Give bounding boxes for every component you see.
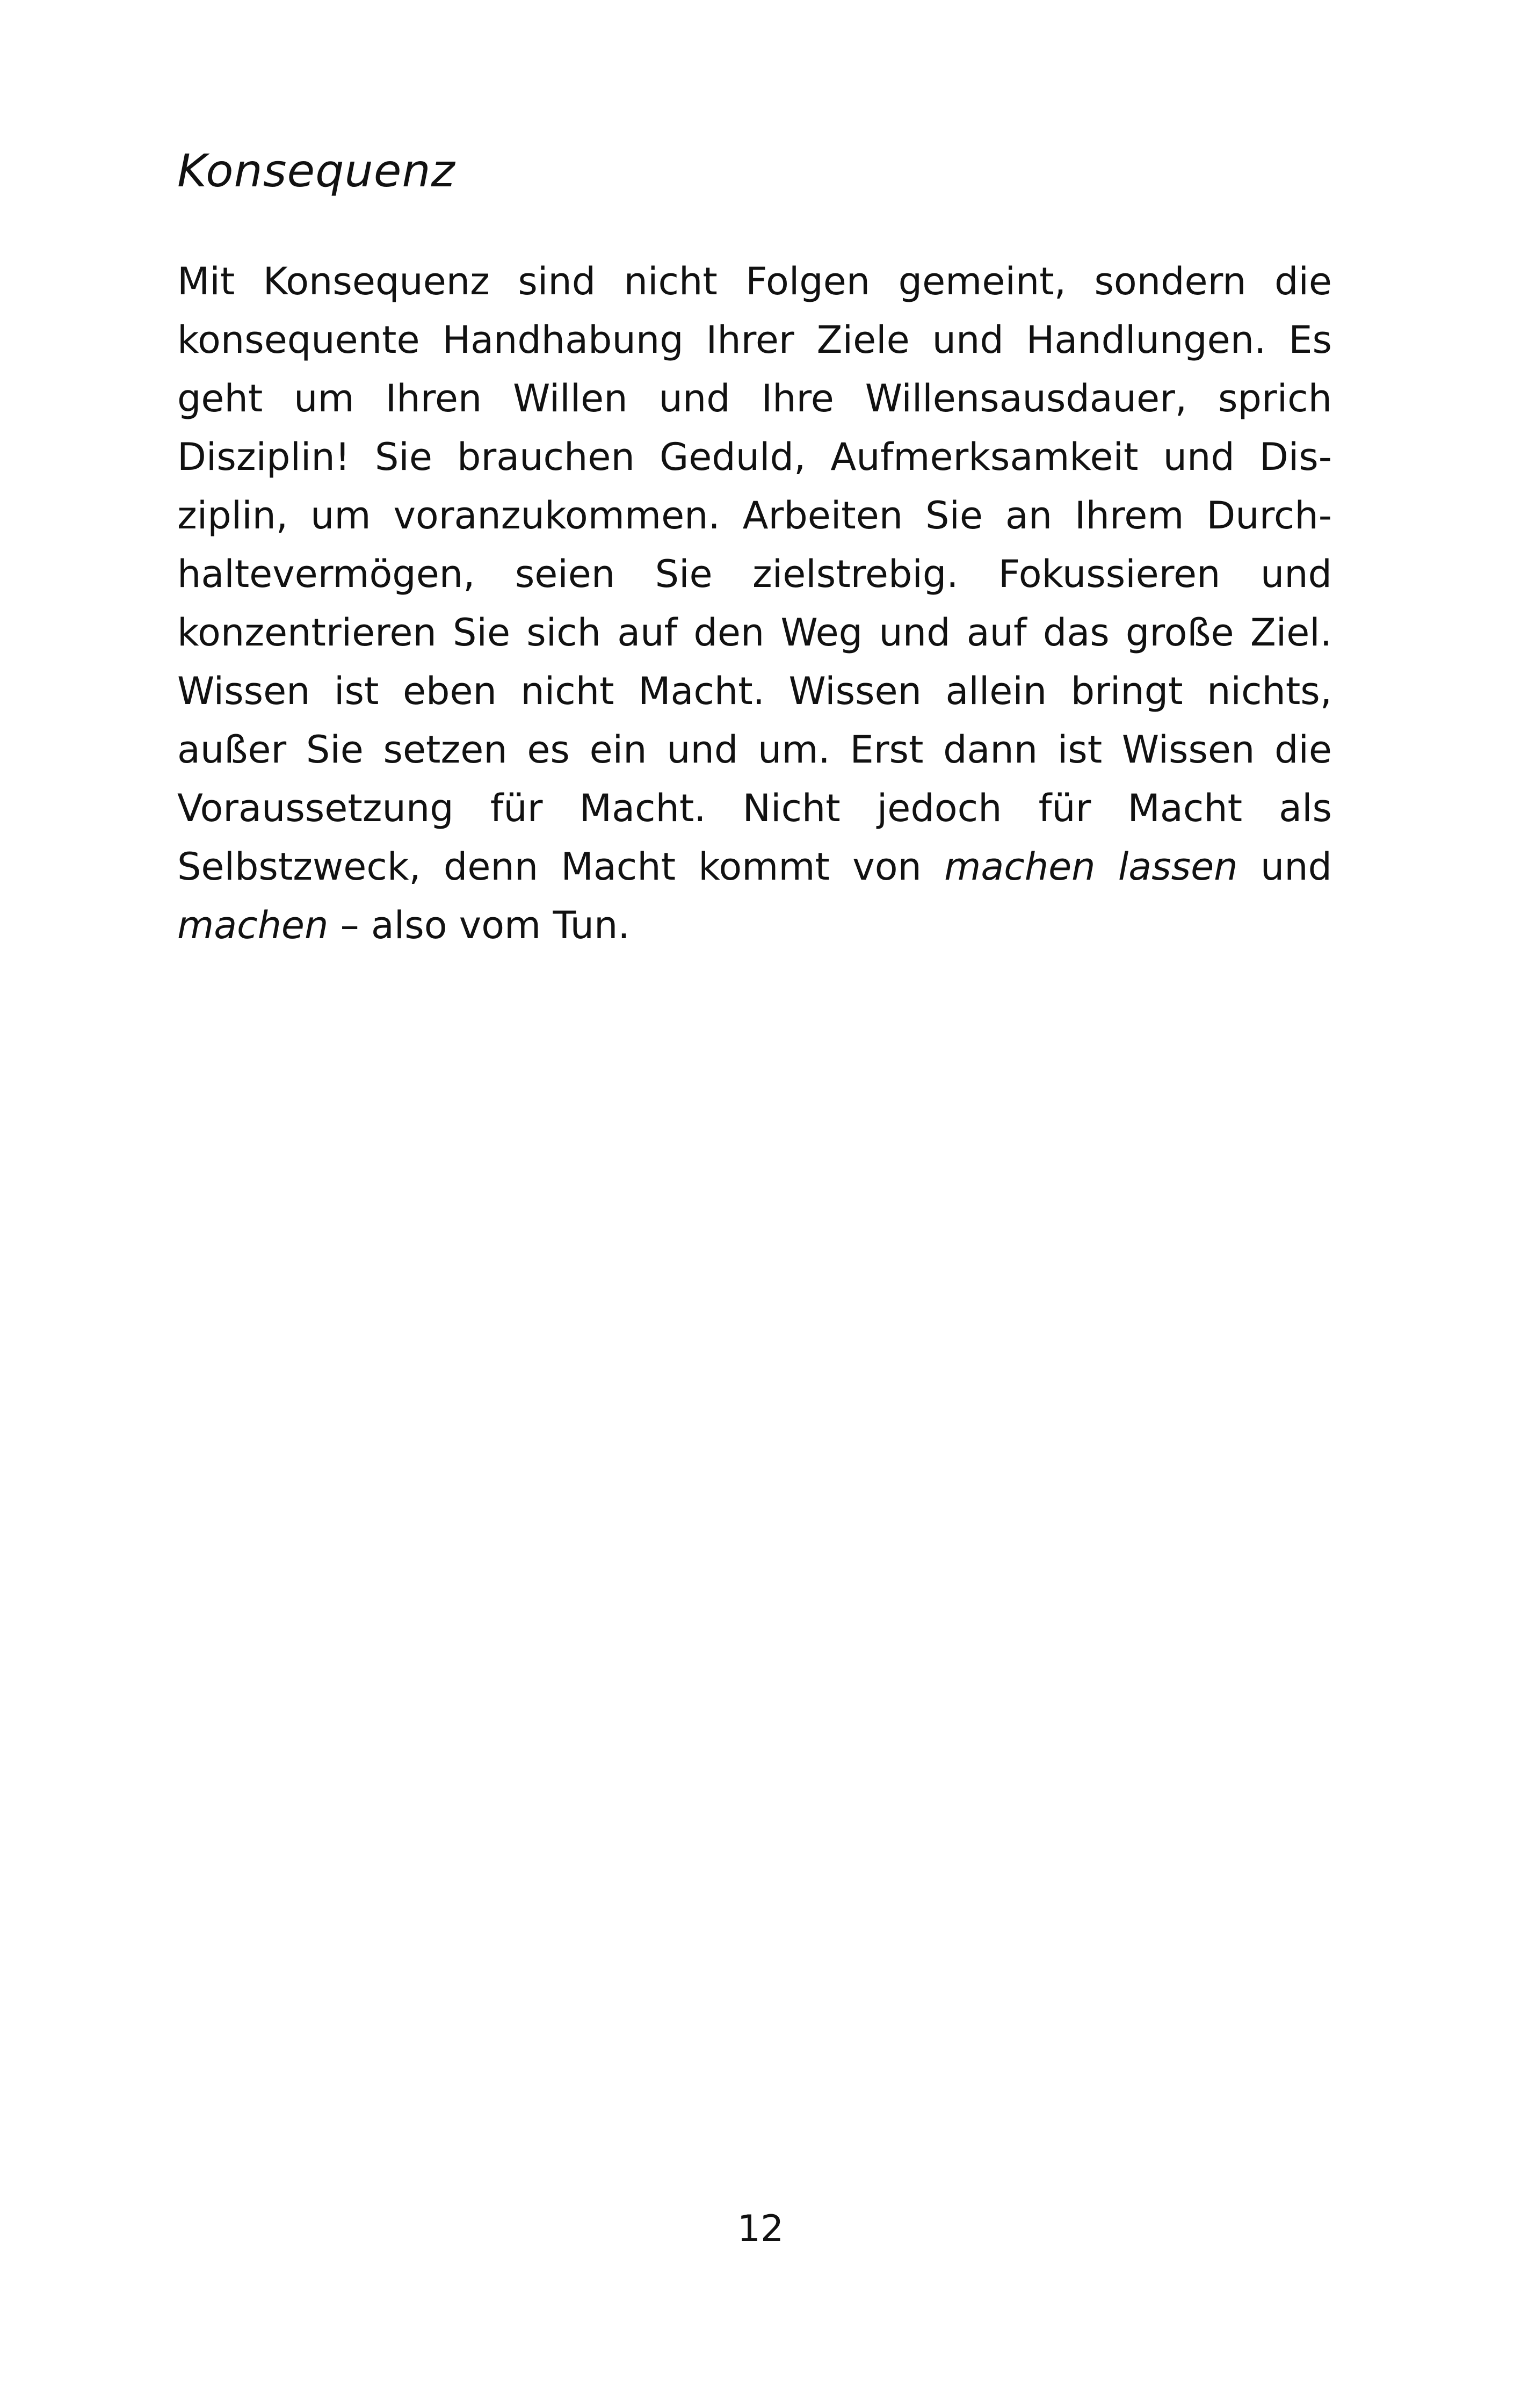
text-segment: haltevermögen, seien Sie zielstrebig. Fokussieren und: [177, 552, 1332, 596]
text-line: [177, 487, 1332, 545]
text-line: [177, 779, 1332, 838]
text-segment: Wissen ist eben nicht Macht. Wissen allein bringt nichts,: [177, 669, 1332, 713]
text-segment: Mit Konsequenz sind nicht Folgen gemeint, sondern die: [177, 259, 1332, 303]
text-segment: Voraussetzung für Macht. Nicht jedoch für Macht als: [177, 786, 1332, 830]
text-segment: ziplin, um voranzukommen. Arbeiten Sie an Ihrem Durch-: [177, 494, 1332, 538]
text-line: [177, 896, 1332, 955]
text-line: [177, 838, 1332, 896]
text-line: [177, 428, 1332, 487]
text-segment: geht um Ihren Willen und Ihre Willensausdauer, sprich: [177, 376, 1332, 420]
section-heading: Konsequenz: [177, 144, 455, 197]
text-line: [177, 311, 1332, 369]
text-segment: – also vom Tun.: [328, 903, 630, 947]
text-segment: und: [1237, 845, 1332, 889]
emphasized-text: machen lassen: [944, 845, 1238, 889]
text-line: [177, 721, 1332, 779]
body-paragraph: [177, 252, 1332, 955]
text-segment: konzentrieren Sie sich auf den Weg und auf das große Ziel.: [177, 611, 1332, 655]
text-line: [177, 662, 1332, 721]
text-segment: konsequente Handhabung Ihrer Ziele und Handlungen. Es: [177, 318, 1332, 362]
page-number: 12: [737, 2208, 784, 2250]
text-line: [177, 545, 1332, 604]
text-segment: Disziplin! Sie brauchen Geduld, Aufmerksamkeit und Dis-: [177, 435, 1332, 479]
text-line: [177, 604, 1332, 662]
emphasized-text: machen: [177, 903, 329, 947]
text-line: [177, 369, 1332, 428]
text-segment: außer Sie setzen es ein und um. Erst dann ist Wissen die: [177, 728, 1332, 772]
text-segment: Selbstzweck, denn Macht kommt von: [177, 845, 945, 889]
text-line: [177, 252, 1332, 311]
